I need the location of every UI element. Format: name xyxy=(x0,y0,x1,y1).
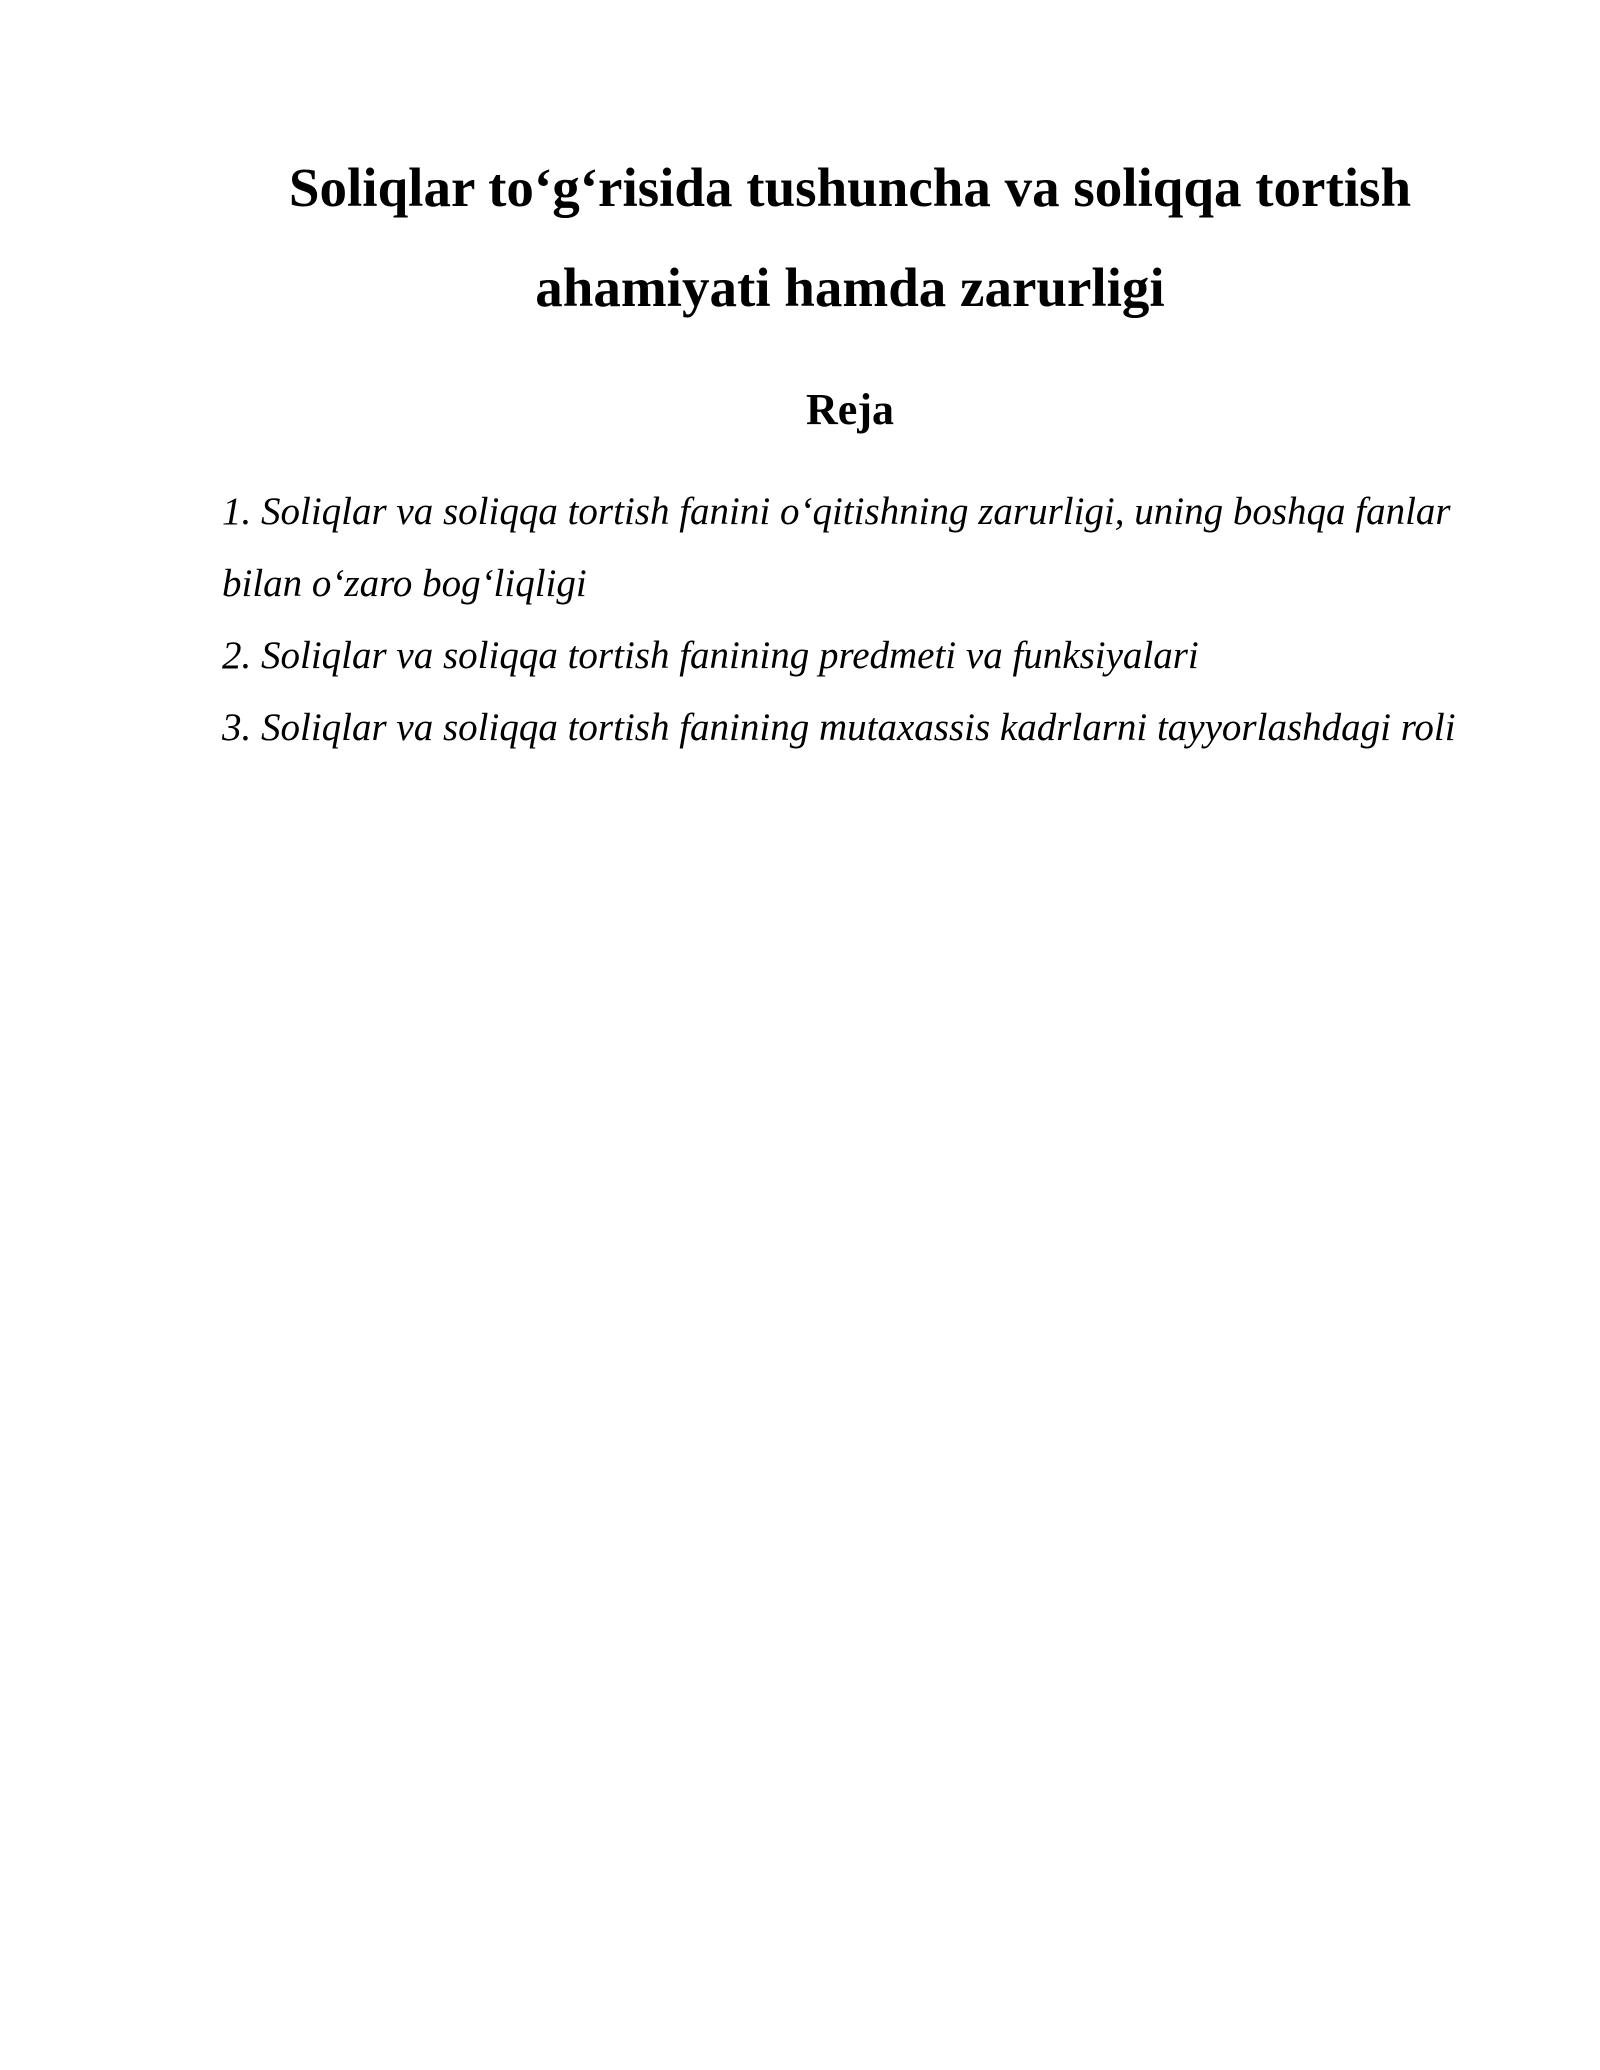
plan-item-3: 3. Soliqlar va soliqqa tortish fanining mutaxassis kadrlarni tayyorlashdagi roli xyxy=(222,706,1456,749)
plan-item-2: 2. Soliqlar va soliqqa tortish fanining predmeti va funksiyalari xyxy=(222,634,1199,677)
document-title: Soliqlar to‘g‘risida tushuncha va soliqqa tortish ahamiyati hamda zarurligi xyxy=(288,157,1412,318)
plan-item-1: 1. Soliqlar va soliqqa tortish fanini o‘qitishning zarurligi, uning boshqa fanlar bilan o‘zaro bog‘liqligi xyxy=(222,490,1451,605)
plan-list xyxy=(222,476,1478,764)
plan-heading: Reja xyxy=(806,385,894,434)
